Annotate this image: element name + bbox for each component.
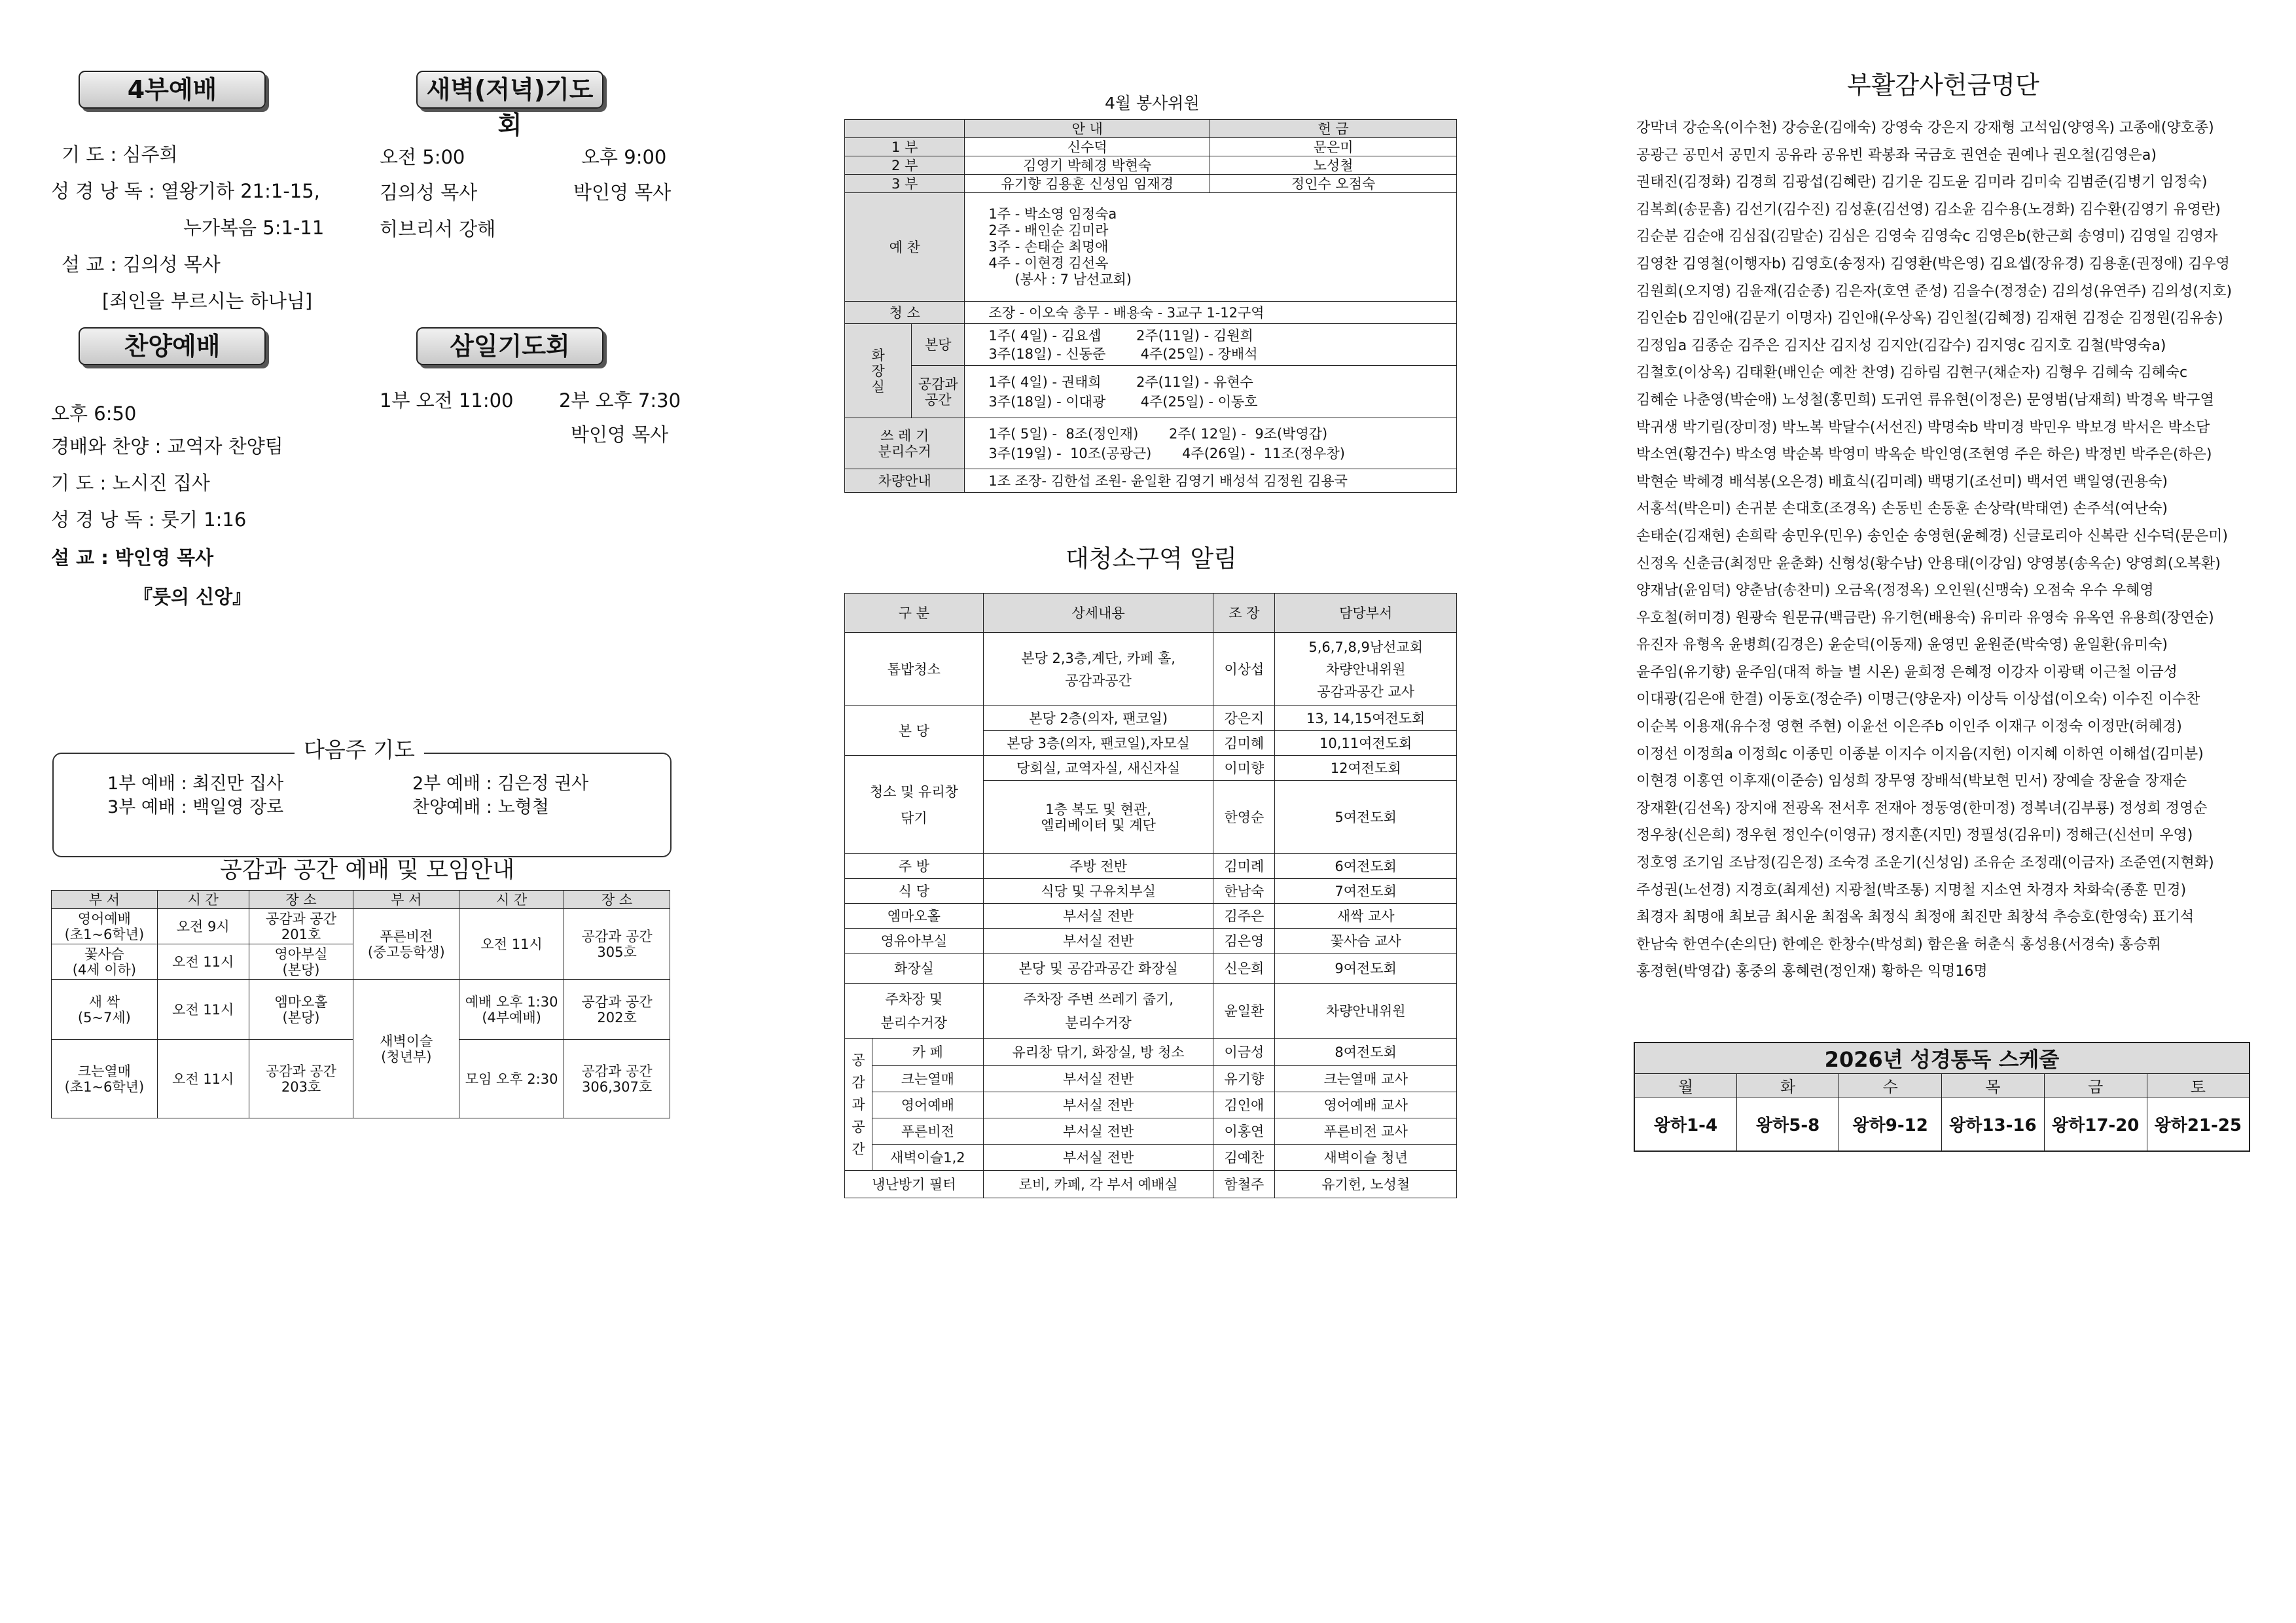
donor-line: 김인순b 김인애(김문기 이명자) 김인애(우상옥) 김인철(김혜정) 김재현 김정순 김정원(김유송) xyxy=(1636,310,2223,327)
space-table xyxy=(51,890,670,1118)
donor-line: 이현경 이홍연 이후재(이준승) 임성희 장무영 장배석(박보현 민서) 장예슬 장윤슬 장재순 xyxy=(1636,773,2187,790)
donor-line: 권태진(김정화) 김경희 김광섭(김혜란) 김기운 김도윤 김미라 김미숙 김범준(김병기 임정숙) xyxy=(1636,174,2208,191)
space-r3-place: 엠마오홀 (본당) xyxy=(249,980,353,1040)
cleaning-r1-dept: 5,6,7,8,9남선교회 차량안내위원 공감과공간 교사 xyxy=(1275,633,1457,706)
bible-day-thu: 목 xyxy=(1941,1074,2044,1097)
donor-line: 정호영 조기임 조남정(김은정) 조숙경 조운기(신성임) 조유순 조정래(이금자) 조준연(지현화) xyxy=(1636,855,2214,872)
wednesday-part2: 2부 오후 7:30 xyxy=(559,389,681,412)
cleaning-s1-detail: 유리창 닦기, 화장실, 방 청소 xyxy=(983,1039,1213,1066)
space-q2-place: 공감과 공간 202호 xyxy=(564,980,670,1040)
april-choir-1: 1주 - 박소영 임정숙a xyxy=(988,206,1117,222)
bible-read-wed: 왕하9-12 xyxy=(1839,1097,1942,1151)
cleaning-title: 대청소구역 알림 xyxy=(1066,544,1237,573)
cleaning-r7-detail: 식당 및 구유치부실 xyxy=(983,879,1213,904)
cleaning-r11-detail: 주차장 주변 쓰레기 줍기, 분리수거장 xyxy=(983,984,1213,1039)
april-flower-main-label: 본당 xyxy=(912,324,965,366)
april-flower-main-1: 1주( 4일) - 김요셉 2주(11일) - 김원희 xyxy=(988,327,1253,344)
april-choir-4: 4주 - 이현경 김선옥 xyxy=(988,255,1109,271)
space-r1-time: 오전 9시 xyxy=(157,909,249,944)
space-h-place2: 장 소 xyxy=(564,891,670,909)
space-r2-dept: 꽃사슴 (4세 이하) xyxy=(52,944,158,980)
cleaning-r11-cat: 주차장 및 분리수거장 xyxy=(845,984,984,1039)
april-r2-offer: 노성철 xyxy=(1210,156,1457,175)
april-choir-5: (봉사 : 7 남선교회) xyxy=(1014,272,1132,287)
donor-line: 정우창(신은희) 정우현 정인수(이영규) 정지훈(지민) 정필성(김유미) 정해근(신선미 우영) xyxy=(1636,827,2193,844)
cleaning-r9-detail: 부서실 전반 xyxy=(983,929,1213,954)
space-r1-place: 공감과 공간 201호 xyxy=(249,909,353,944)
space-r4-time: 오전 11시 xyxy=(157,1040,249,1118)
dawn-leader2: 박인영 목사 xyxy=(573,181,672,204)
praise-reading: 성 경 낭 독 : 룻기 1:16 xyxy=(51,508,247,531)
donor-line: 주성권(노선경) 지경호(최계선) 지광철(박조통) 지명철 지소연 차경자 차화숙(종훈 민경) xyxy=(1636,882,2187,899)
cleaning-r6-detail: 주방 전반 xyxy=(983,854,1213,879)
cleaning-r9-leader: 김은영 xyxy=(1213,929,1275,954)
april-r3-label: 3 부 xyxy=(845,175,965,193)
bible-read-sat: 왕하21-25 xyxy=(2147,1097,2250,1151)
space-q1-dept: 푸른비전 (중고등학생) xyxy=(353,909,459,980)
cleaning-s3-leader: 김인애 xyxy=(1213,1092,1275,1118)
cleaning-r11-dept: 차량안내위원 xyxy=(1275,984,1457,1039)
cleaning-r5-dept: 5여전도회 xyxy=(1275,781,1457,854)
cleaning-r1-leader: 이상섭 xyxy=(1213,633,1275,706)
cleaning-r6-cat: 주 방 xyxy=(845,854,984,879)
april-parking: 1조 조장- 김한섭 조원- 윤일환 김영기 배성석 김정원 김용국 xyxy=(965,469,1457,493)
cleaning-h-leader: 조 장 xyxy=(1213,594,1275,633)
donor-line: 한남숙 한연수(손의단) 한예은 한창수(박성희) 함은율 허춘식 홍성용(서경숙) 홍승휘 xyxy=(1636,936,2161,953)
april-h-offer: 헌 금 xyxy=(1210,120,1457,138)
dawn-title: 새벽(저녁)기도회 xyxy=(416,71,603,109)
donor-line: 김철호(이상옥) 김태환(배인순 예찬 찬영) 김하림 김현구(채순자) 김형우 김혜숙 김혜숙c xyxy=(1636,365,2188,382)
cleaning-s2-leader: 유기향 xyxy=(1213,1066,1275,1092)
praise-time: 오후 6:50 xyxy=(51,402,137,425)
donor-line: 박소연(황건수) 박소영 박순복 박영미 박옥순 박인영(조현영 주은 하은) 박정빈 박주은(하은) xyxy=(1636,446,2212,463)
next-prayer-4: 찬양예배 : 노형철 xyxy=(412,797,549,817)
cleaning-r11-leader: 윤일환 xyxy=(1213,984,1275,1039)
bible-title: 2026년 성경통독 스케줄 xyxy=(1634,1043,2250,1074)
april-choir-3: 3주 - 손태순 최명애 xyxy=(988,239,1109,255)
cleaning-r2-leader: 강은지 xyxy=(1213,706,1275,731)
space-r3-time: 오전 11시 xyxy=(157,980,249,1040)
cleaning-s4-leader: 이홍연 xyxy=(1213,1118,1275,1145)
cleaning-r4-dept: 12여전도회 xyxy=(1275,756,1457,781)
cleaning-h-detail: 상세내용 xyxy=(983,594,1213,633)
april-r1-guide: 신수덕 xyxy=(965,138,1210,156)
april-flower-label: 화 장 실 xyxy=(845,324,912,418)
april-trash xyxy=(965,418,1457,469)
space-h-place: 장 소 xyxy=(249,891,353,909)
cleaning-r6-dept: 6여전도회 xyxy=(1275,854,1457,879)
april-choir xyxy=(965,193,1457,302)
bible-read-mon: 왕하1-4 xyxy=(1634,1097,1736,1151)
cleaning-s1-leader: 이금성 xyxy=(1213,1039,1275,1066)
worship4-reading: 성 경 낭 독 : 열왕기하 21:1-15, xyxy=(51,180,320,202)
dawn-book: 히브리서 강해 xyxy=(380,218,496,240)
donor-list xyxy=(1636,115,2265,986)
cleaning-s5-leader: 김예찬 xyxy=(1213,1145,1275,1171)
praise-sermon: 설 교 : 박인영 목사 xyxy=(51,546,214,569)
april-flower-space-1: 1주( 4일) - 권태희 2주(11일) - 유현수 xyxy=(988,374,1253,390)
cleaning-s4-dept: 푸른비전 교사 xyxy=(1275,1118,1457,1145)
cleaning-h-dept: 담당부서 xyxy=(1275,594,1457,633)
april-title: 4월 봉사위원 xyxy=(1105,94,1200,113)
space-q3-time: 모임 오후 2:30 xyxy=(459,1040,564,1118)
cleaning-s3-cat: 영어예배 xyxy=(872,1092,983,1118)
space-h-dept2: 부 서 xyxy=(353,891,459,909)
cleaning-r5-leader: 한영순 xyxy=(1213,781,1275,854)
cleaning-r8-detail: 부서실 전반 xyxy=(983,904,1213,929)
donor-line: 양재남(윤임덕) 양춘남(송찬미) 오금옥(정정옥) 오인원(신맹숙) 오점숙 우수 우혜영 xyxy=(1636,582,2154,599)
donor-line: 강막녀 강순옥(이수천) 강승운(김애숙) 강영숙 강은지 강재형 고석임(양영옥) 고종애(양호종) xyxy=(1636,120,2214,136)
wednesday-title: 삼일기도회 xyxy=(416,327,603,365)
cleaning-r7-leader: 한남숙 xyxy=(1213,879,1275,904)
dawn-leader1: 김의성 목사 xyxy=(380,181,478,204)
bible-read-thu: 왕하13-16 xyxy=(1941,1097,2044,1151)
cleaning-last-dept: 유기헌, 노성철 xyxy=(1275,1171,1457,1198)
cleaning-r3-leader: 김미혜 xyxy=(1213,731,1275,756)
praise-title: 찬양예배 xyxy=(79,327,266,365)
donor-line: 유진자 유형옥 윤병희(김경은) 윤순덕(이동재) 윤영민 윤원준(박숙영) 윤일환(유미숙) xyxy=(1636,637,2168,654)
cleaning-r8-dept: 새싹 교사 xyxy=(1275,904,1457,929)
bible-table xyxy=(1634,1042,2250,1152)
wednesday-part1: 1부 오전 11:00 xyxy=(380,389,514,412)
cleaning-s5-detail: 부서실 전반 xyxy=(983,1145,1213,1171)
cleaning-r4-detail: 당회실, 교역자실, 새신자실 xyxy=(983,756,1213,781)
donors-title: 부활감사헌금명단 xyxy=(1847,71,2039,99)
space-r2-time: 오전 11시 xyxy=(157,944,249,980)
cleaning-s4-cat: 푸른비전 xyxy=(872,1118,983,1145)
cleaning-r10-leader: 신은희 xyxy=(1213,954,1275,984)
worship4-sermon-title: [죄인을 부르시는 하나님] xyxy=(102,290,313,312)
april-r3-offer: 정인수 오점숙 xyxy=(1210,175,1457,193)
donor-line: 김순분 김순애 김심집(김말순) 김심은 김영숙 김영숙c 김영은b(한근희 송영미) 김영일 김영자 xyxy=(1636,228,2218,245)
donor-line: 김원희(오지영) 김윤재(김순종) 김은자(호연 준성) 김을수(정정순) 김의성(유연주) 김의성(지호) xyxy=(1636,283,2233,300)
donor-line: 이순복 이용재(유수정 영현 주현) 이윤선 이은주b 이인주 이재구 이정숙 이정만(허혜경) xyxy=(1636,719,2182,736)
donor-line: 신정옥 신춘금(최정만 윤춘화) 신형성(황수남) 안용태(이강임) 양영봉(송옥순) 양영희(오복환) xyxy=(1636,555,2221,572)
april-trash-label: 쓰 레 기 분리수거 xyxy=(845,418,965,469)
space-h-dept: 부 서 xyxy=(52,891,158,909)
space-title: 공감과 공간 예배 및 모임안내 xyxy=(220,857,515,883)
bible-day-sat: 토 xyxy=(2147,1074,2250,1097)
cleaning-r2-cat: 본 당 xyxy=(845,706,984,756)
bible-day-mon: 월 xyxy=(1634,1074,1736,1097)
space-q2-time: 예배 오후 1:30 (4부예배) xyxy=(459,980,564,1040)
donor-line: 서홍석(박은미) 손귀분 손대호(조경옥) 손동빈 손동훈 손상락(박태연) 손주석(여난숙) xyxy=(1636,501,2168,518)
cleaning-r10-dept: 9여전도회 xyxy=(1275,954,1457,984)
praise-sermon-title: 『룻의 신앙』 xyxy=(134,586,252,608)
space-r4-dept: 크는열매 (초1~6학년) xyxy=(52,1040,158,1118)
donor-line: 홍정현(박영갑) 홍중의 홍혜련(정인재) 황하은 익명16명 xyxy=(1636,963,1988,980)
donor-line: 박귀생 박기림(장미정) 박노복 박달수(서선진) 박명숙b 박미경 박민우 박보경 박서은 박소담 xyxy=(1636,419,2210,436)
april-r3-guide: 유기향 김용훈 신성임 임재경 xyxy=(965,175,1210,193)
cleaning-r8-cat: 엠마오홀 xyxy=(845,904,984,929)
cleaning-last-detail: 로비, 카페, 각 부서 예배실 xyxy=(983,1171,1213,1198)
cleaning-s1-cat: 카 페 xyxy=(872,1039,983,1066)
worship4-sermon: 설 교 : 김의성 목사 xyxy=(62,253,221,276)
space-r3-dept: 새 싹 (5~7세) xyxy=(52,980,158,1040)
dawn-time2: 오후 9:00 xyxy=(581,146,667,168)
cleaning-r8-leader: 김주은 xyxy=(1213,904,1275,929)
next-prayer-2: 2부 예배 : 김은정 권사 xyxy=(412,774,589,794)
bible-read-tue: 왕하5-8 xyxy=(1736,1097,1839,1151)
cleaning-last-leader: 함철주 xyxy=(1213,1171,1275,1198)
bible-read-fri: 왕하17-20 xyxy=(2044,1097,2147,1151)
cleaning-r4-leader: 이미향 xyxy=(1213,756,1275,781)
april-trash-1: 1주( 5일) - 8조(정인재) 2주( 12일) - 9조(박영갑) xyxy=(988,425,1328,442)
space-q3-place: 공감과 공간 306,307호 xyxy=(564,1040,670,1118)
cleaning-r5-detail: 1층 복도 및 현관, 엘리베이터 및 계단 xyxy=(983,781,1213,854)
cleaning-r7-dept: 7여전도회 xyxy=(1275,879,1457,904)
cleaning-s3-dept: 영어예배 교사 xyxy=(1275,1092,1457,1118)
april-flower-space xyxy=(965,366,1457,418)
april-flower-space-2: 3주(18일) - 이대광 4주(25일) - 이동호 xyxy=(988,393,1258,410)
cleaning-r10-cat: 화장실 xyxy=(845,954,984,984)
praise-leader: 경배와 찬양 : 교역자 찬양팀 xyxy=(51,435,283,457)
april-r2-label: 2 부 xyxy=(845,156,965,175)
donor-line: 공광근 공민서 공민지 공유라 공유빈 곽봉좌 국금호 권연순 권예나 권오철(김영은a) xyxy=(1636,147,2157,164)
space-h-time: 시 간 xyxy=(157,891,249,909)
cleaning-s2-detail: 부서실 전반 xyxy=(983,1066,1213,1092)
cleaning-r1-cat: 톱밥청소 xyxy=(845,633,984,706)
space-r4-place: 공감과 공간 203호 xyxy=(249,1040,353,1118)
space-q1-time: 오전 11시 xyxy=(459,909,564,980)
donor-line: 이정선 이정희a 이정희c 이종민 이종분 이지수 이지음(지헌) 이지혜 이하연 이해섭(김미분) xyxy=(1636,745,2204,762)
dawn-time1: 오전 5:00 xyxy=(380,146,465,168)
cleaning-space-label: 공 감 과 공 간 xyxy=(845,1039,872,1171)
donor-line: 김영찬 김영철(이행자b) 김영호(송정자) 김영환(박은영) 김요셉(장유경) 김용훈(권정애) 김우영 xyxy=(1636,255,2230,272)
bible-day-wed: 수 xyxy=(1839,1074,1942,1097)
donor-line: 손태순(김재현) 손희락 송민우(민우) 송인순 송영현(윤혜경) 신글로리아 신복란 신수덕(문은미) xyxy=(1636,527,2228,544)
april-flower-main xyxy=(965,324,1457,366)
praise-prayer: 기 도 : 노시진 집사 xyxy=(51,472,210,494)
cleaning-r2-dept: 13, 14,15여전도회 xyxy=(1275,706,1457,731)
april-choir-label: 예 찬 xyxy=(845,193,965,302)
donor-line: 김정임a 김종순 김주은 김지산 김지성 김지안(김갑수) 김지영c 김지호 김철(박영숙a) xyxy=(1636,337,2166,354)
cleaning-s4-detail: 부서실 전반 xyxy=(983,1118,1213,1145)
april-parking-label: 차량안내 xyxy=(845,469,965,493)
april-h-empty xyxy=(845,120,965,138)
april-flower-main-2: 3주(18일) - 신동준 4주(25일) - 장배석 xyxy=(988,346,1258,362)
next-prayer-1: 1부 예배 : 최진만 집사 xyxy=(107,774,284,794)
space-r1-dept: 영어예배 (초1~6학년) xyxy=(52,909,158,944)
cleaning-r3-dept: 10,11여전도회 xyxy=(1275,731,1457,756)
next-prayer-3: 3부 예배 : 백일영 장로 xyxy=(107,797,284,817)
cleaning-r1-detail: 본당 2,3층,계단, 카페 홀, 공감과공간 xyxy=(983,633,1213,706)
donor-line: 이대광(김은애 한결) 이동호(정순주) 이명근(양운자) 이상득 이상섭(이오숙) 이수진 이수찬 xyxy=(1636,691,2200,708)
space-r2-place: 영아부실 (본당) xyxy=(249,944,353,980)
bible-day-fri: 금 xyxy=(2044,1074,2147,1097)
april-clean-label: 청 소 xyxy=(845,302,965,324)
worship4-prayer: 기 도 : 심주희 xyxy=(62,143,178,166)
cleaning-r9-cat: 영유아부실 xyxy=(845,929,984,954)
wednesday-leader: 박인영 목사 xyxy=(571,423,669,446)
april-trash-2: 3주(19일) - 10조(공광근) 4주(26일) - 11조(정우창) xyxy=(988,445,1345,461)
cleaning-r7-cat: 식 당 xyxy=(845,879,984,904)
space-q2-dept: 새벽이슬 (청년부) xyxy=(353,980,459,1118)
donor-line: 우호철(허미경) 원광숙 원문규(백금란) 유기헌(배용숙) 유미라 유영숙 유옥연 유용희(장연순) xyxy=(1636,609,2214,626)
cleaning-s2-dept: 크는열매 교사 xyxy=(1275,1066,1457,1092)
cleaning-s1-dept: 8여전도회 xyxy=(1275,1039,1457,1066)
space-q1-place: 공감과 공간 305호 xyxy=(564,909,670,980)
worship4-title: 4부예배 xyxy=(79,71,266,109)
worship4-reading-2: 누가복음 5:1-11 xyxy=(183,217,325,239)
bible-day-tue: 화 xyxy=(1736,1074,1839,1097)
april-r1-offer: 문은미 xyxy=(1210,138,1457,156)
cleaning-r2-detail: 본당 2층(의자, 팬코일) xyxy=(983,706,1213,731)
cleaning-r4-cat: 청소 및 유리창 닦기 xyxy=(845,756,984,854)
april-clean: 조장 - 이오숙 총무 - 배용숙 - 3교구 1-12구역 xyxy=(965,302,1457,324)
cleaning-r10-detail: 본당 및 공감과공간 화장실 xyxy=(983,954,1213,984)
cleaning-s5-dept: 새벽이슬 청년 xyxy=(1275,1145,1457,1171)
cleaning-s5-cat: 새벽이슬1,2 xyxy=(872,1145,983,1171)
donor-line: 김혜순 나춘영(박순애) 노성철(홍민희) 도귀연 류유현(이정은) 문영범(남재희) 박경옥 박구열 xyxy=(1636,391,2214,408)
april-choir-2: 2주 - 배인순 김미라 xyxy=(988,223,1109,238)
donor-line: 박현순 박혜경 배석봉(오은경) 배효식(김미례) 백명기(조선미) 백서연 백일영(권용숙) xyxy=(1636,473,2168,490)
donor-line: 최경자 최명애 최보금 최시윤 최점옥 최정식 최정애 최진만 최창석 추승호(한영숙) 표기석 xyxy=(1636,909,2195,926)
april-h-guide: 안 내 xyxy=(965,120,1210,138)
next-prayer-title: 다음주 기도 xyxy=(295,738,424,762)
donor-line: 김복희(송문흠) 김선기(김수진) 김성훈(김선영) 김소윤 김수용(노경화) 김수환(김영기 유영란) xyxy=(1636,201,2221,218)
april-r1-label: 1 부 xyxy=(845,138,965,156)
cleaning-s2-cat: 크는열매 xyxy=(872,1066,983,1092)
cleaning-r3-detail: 본당 3층(의자, 팬코일),자모실 xyxy=(983,731,1213,756)
cleaning-r6-leader: 김미례 xyxy=(1213,854,1275,879)
april-r2-guide: 김영기 박혜경 박현숙 xyxy=(965,156,1210,175)
cleaning-s3-detail: 부서실 전반 xyxy=(983,1092,1213,1118)
donor-line: 장재환(김선옥) 장지애 전광옥 전서후 전재아 정동영(한미정) 정복녀(김부룡) 정성희 정영순 xyxy=(1636,800,2208,817)
cleaning-last-cat: 냉난방기 필터 xyxy=(845,1171,984,1198)
april-flower-space-label: 공감과 공간 xyxy=(912,366,965,418)
april-table xyxy=(844,119,1457,493)
cleaning-table xyxy=(844,593,1457,1198)
cleaning-h-cat: 구 분 xyxy=(845,594,984,633)
cleaning-r9-dept: 꽃사슴 교사 xyxy=(1275,929,1457,954)
space-h-time2: 시 간 xyxy=(459,891,564,909)
donor-line: 윤주임(유기향) 윤주임(대적 하늘 별 시온) 윤희정 은혜정 이강자 이광택 이근철 이금성 xyxy=(1636,664,2178,681)
